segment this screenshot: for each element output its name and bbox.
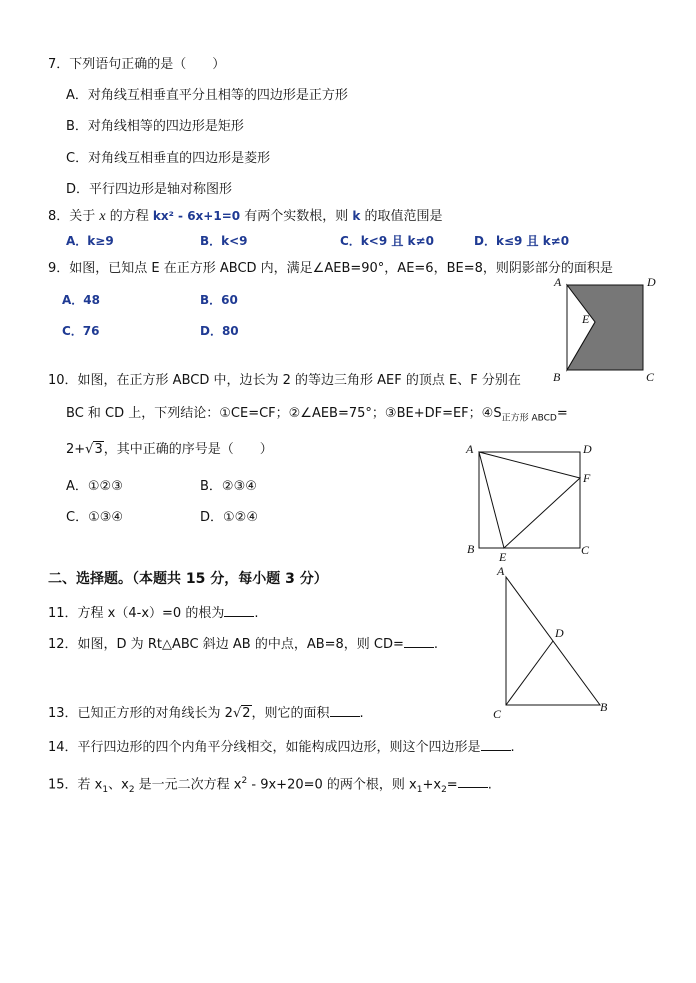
q9-option-a: A．48 <box>62 293 100 307</box>
sqrt-symbol: √ <box>85 442 94 457</box>
q10-option-c: C．①③④ <box>66 510 124 525</box>
q10-option-d: D．①②④ <box>200 510 258 525</box>
q7-option-b: B．对角线相等的四边形是矩形 <box>66 119 244 134</box>
sqrt-symbol: √ <box>232 706 242 721</box>
section-2-title: 二、选择题。（本题共 15 分，每小题 3 分） <box>48 571 328 587</box>
q9-label-d: D <box>647 275 656 289</box>
q10-label-e: E <box>499 550 507 564</box>
q10-triangle-aef <box>479 452 580 548</box>
q12-label-a: A <box>497 564 505 578</box>
q9-figure <box>550 275 660 384</box>
q12-label-b: B <box>600 700 608 714</box>
q10-line3: 2+√3，其中正确的序号是（ ） <box>66 442 273 457</box>
q14-text: 14．平行四边形的四个内角平分线相交，如能构成四边形，则这个四边形是 . <box>48 740 515 755</box>
q9-option-c: C．76 <box>62 324 100 338</box>
q12-median-cd <box>506 641 553 705</box>
q9-stem: 9．如图，已知点 E 在正方形 ABCD 内，满足∠AEB=90°，AE=6，BE=8，则阴影部分的面积是 <box>48 261 613 276</box>
q7-option-c: C．对角线互相垂直的四边形是菱形 <box>66 151 271 166</box>
q10-line2: BC 和 CD 上，下列结论：①CE=CF；②∠AEB=75°；③BE+DF=EF；$④S_{正方形 ABCD}=$ <box>66 406 568 424</box>
q8-option-c: C．k<9 且 k≠0 <box>340 234 434 248</box>
q12-blank[interactable] <box>404 635 434 648</box>
q10-option-b: B．②③④ <box>200 479 257 494</box>
q15-blank[interactable] <box>458 775 488 788</box>
q10-option-a: A．①②③ <box>66 479 123 494</box>
q14-blank[interactable] <box>481 738 511 751</box>
q13-blank[interactable] <box>330 704 360 717</box>
q8-stem: 8．关于 x 的方程 kx² - 6x+1=0 有两个实数根，则 k 的取值范围是 <box>48 209 443 224</box>
q11-text: 11．方程 x（4-x）=0 的根为 . <box>48 606 259 621</box>
q10-label-f: F <box>583 471 591 485</box>
q10-label-a: A <box>466 442 474 456</box>
q12-label-c: C <box>493 707 502 721</box>
q7-stem: 7．下列语句正确的是（ ） <box>48 57 226 72</box>
q12-text: 12．如图，D 为 Rt△ABC 斜边 AB 的中点，AB=8，则 CD= . <box>48 637 439 652</box>
q10-label-d: D <box>583 442 592 456</box>
q9-option-b: B．60 <box>200 293 238 307</box>
q7-option-d: D．平行四边形是轴对称图形 <box>66 182 233 197</box>
q15-text: 15．若 $x_1$、$x_2$ 是一元二次方程 $x^2 - 9x+20=0$ 的两个根，则 $x_1+x_2=$ . <box>48 776 492 795</box>
q7-option-a: A．对角线互相垂直平分且相等的四边形是正方形 <box>66 88 348 103</box>
q13-text: 13．已知正方形的对角线长为 2√2，则它的面积 . <box>48 706 364 721</box>
q10-figure <box>462 440 602 562</box>
q11-blank[interactable] <box>224 604 254 617</box>
q8-option-b: B．k<9 <box>200 234 248 248</box>
q10-label-c: C <box>581 543 590 557</box>
q8-option-d: D．k≤9 且 k≠0 <box>474 234 570 248</box>
q10-line1: 10．如图，在正方形 ABCD 中，边长为 2 的等边三角形 AEF 的顶点 E、F 分别在 <box>48 373 521 388</box>
q9-label-b: B <box>553 370 561 384</box>
q9-option-d: D．80 <box>200 324 239 338</box>
q9-label-a: A <box>554 275 562 289</box>
q8-option-a: A．k≥9 <box>66 234 114 248</box>
q10-label-b: B <box>467 542 475 556</box>
q9-label-e: E <box>582 312 590 326</box>
q12-figure <box>490 563 615 723</box>
q12-label-d: D <box>555 626 564 640</box>
q9-label-c: C <box>646 370 655 384</box>
